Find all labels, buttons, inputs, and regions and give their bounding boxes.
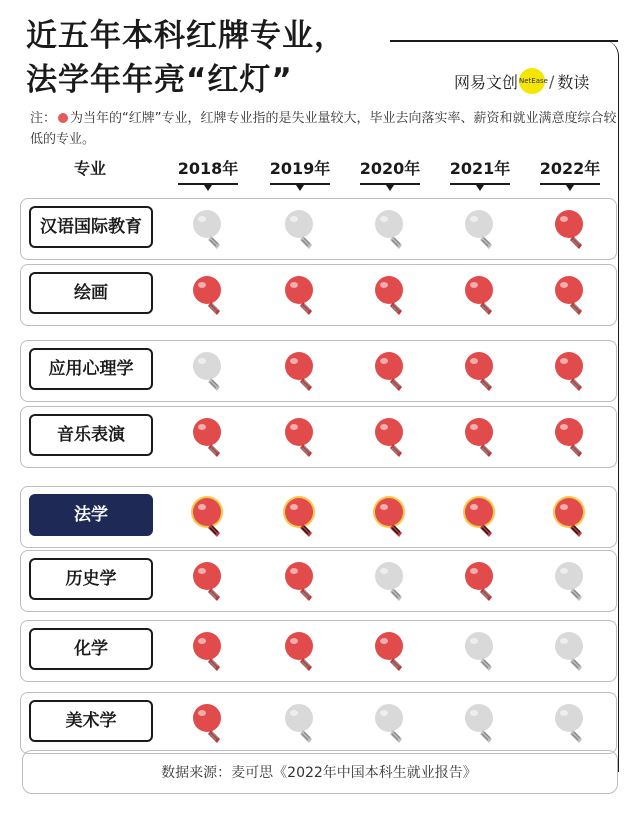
brand-dot-icon: NetEase <box>519 68 545 94</box>
table-row <box>20 340 617 402</box>
grey-bulb-icon <box>283 207 319 251</box>
red-bulb-icon <box>283 495 319 539</box>
year-header <box>530 156 610 179</box>
year-tick-icon <box>386 185 394 191</box>
row-header-label <box>50 156 130 179</box>
year-header <box>440 156 520 179</box>
major-label: 汉语国际教育 <box>29 206 153 248</box>
title-line-1: 近五年本科红牌专业， <box>26 18 346 54</box>
source-note: 数据来源：麦可思《2022年中国本科生就业报告》 <box>161 765 477 781</box>
red-bulb-icon <box>191 415 227 459</box>
year-tick-icon <box>476 185 484 191</box>
red-bulb-icon <box>373 629 409 673</box>
note-text: 为当年的“红牌”专业，红牌专业指的是失业量较大，毕业去向落实率、薪资和就业满意度综合较低的专业。 <box>30 111 617 147</box>
major-label: 绘画 <box>29 272 153 314</box>
major-label: 音乐表演 <box>29 414 153 456</box>
chart-title <box>26 14 346 102</box>
year-header <box>168 156 248 179</box>
brand-logo <box>454 68 589 94</box>
year-label: 2019年 <box>269 159 331 178</box>
red-bulb-icon <box>553 349 589 393</box>
year-label: 2018年 <box>177 159 239 178</box>
grey-bulb-icon <box>191 349 227 393</box>
brand-separator: / <box>549 71 555 91</box>
year-header <box>260 156 340 179</box>
red-bulb-icon <box>191 629 227 673</box>
grey-bulb-icon <box>553 629 589 673</box>
grey-bulb-icon <box>553 559 589 603</box>
brand-name: 网易文创 <box>454 72 519 92</box>
year-header <box>350 156 430 179</box>
red-bulb-icon <box>463 495 499 539</box>
red-bulb-icon <box>553 207 589 251</box>
red-bulb-icon <box>283 629 319 673</box>
chart-note <box>30 108 618 150</box>
red-bulb-icon <box>283 273 319 317</box>
red-bulb-icon <box>463 349 499 393</box>
table-row <box>20 198 617 260</box>
row-header-text: 专业 <box>73 159 106 178</box>
table-row <box>20 406 617 468</box>
table-row <box>20 550 617 612</box>
major-label: 法学 <box>29 494 153 536</box>
major-label: 历史学 <box>29 558 153 600</box>
major-label: 应用心理学 <box>29 348 153 390</box>
grey-bulb-icon <box>373 207 409 251</box>
red-bulb-icon <box>373 495 409 539</box>
table-row <box>20 486 617 548</box>
red-bulb-icon <box>191 495 227 539</box>
red-bulb-icon <box>463 415 499 459</box>
red-bulb-icon <box>553 495 589 539</box>
table-row <box>20 620 617 682</box>
grey-bulb-icon <box>463 207 499 251</box>
title-rule <box>390 40 618 42</box>
year-label: 2021年 <box>449 159 511 178</box>
grey-bulb-icon <box>283 701 319 745</box>
table-row <box>20 692 617 754</box>
red-bulb-icon <box>373 349 409 393</box>
grey-bulb-icon <box>191 207 227 251</box>
red-bulb-icon <box>191 559 227 603</box>
year-tick-icon <box>204 185 212 191</box>
year-label: 2022年 <box>539 159 601 178</box>
title-line-2: 法学年年亮“红灯” <box>26 62 293 98</box>
major-label: 化学 <box>29 628 153 670</box>
note-prefix: 注： <box>30 111 57 126</box>
red-bulb-icon <box>463 559 499 603</box>
red-bulb-icon <box>463 273 499 317</box>
year-tick-icon <box>566 185 574 191</box>
red-bulb-icon <box>553 415 589 459</box>
red-bulb-icon <box>283 559 319 603</box>
red-bulb-icon <box>373 415 409 459</box>
table-row <box>20 264 617 326</box>
red-bulb-icon <box>373 273 409 317</box>
red-bulb-icon <box>191 701 227 745</box>
grey-bulb-icon <box>373 701 409 745</box>
red-bulb-icon <box>58 113 68 123</box>
grey-bulb-icon <box>553 701 589 745</box>
grey-bulb-icon <box>463 629 499 673</box>
grey-bulb-icon <box>463 701 499 745</box>
year-label: 2020年 <box>359 159 421 178</box>
year-tick-icon <box>296 185 304 191</box>
major-label: 美术学 <box>29 700 153 742</box>
red-bulb-icon <box>283 415 319 459</box>
grey-bulb-icon <box>373 559 409 603</box>
brand-sub: 数读 <box>557 72 590 92</box>
header-row <box>0 156 640 184</box>
red-bulb-icon <box>283 349 319 393</box>
red-bulb-icon <box>553 273 589 317</box>
red-bulb-icon <box>191 273 227 317</box>
